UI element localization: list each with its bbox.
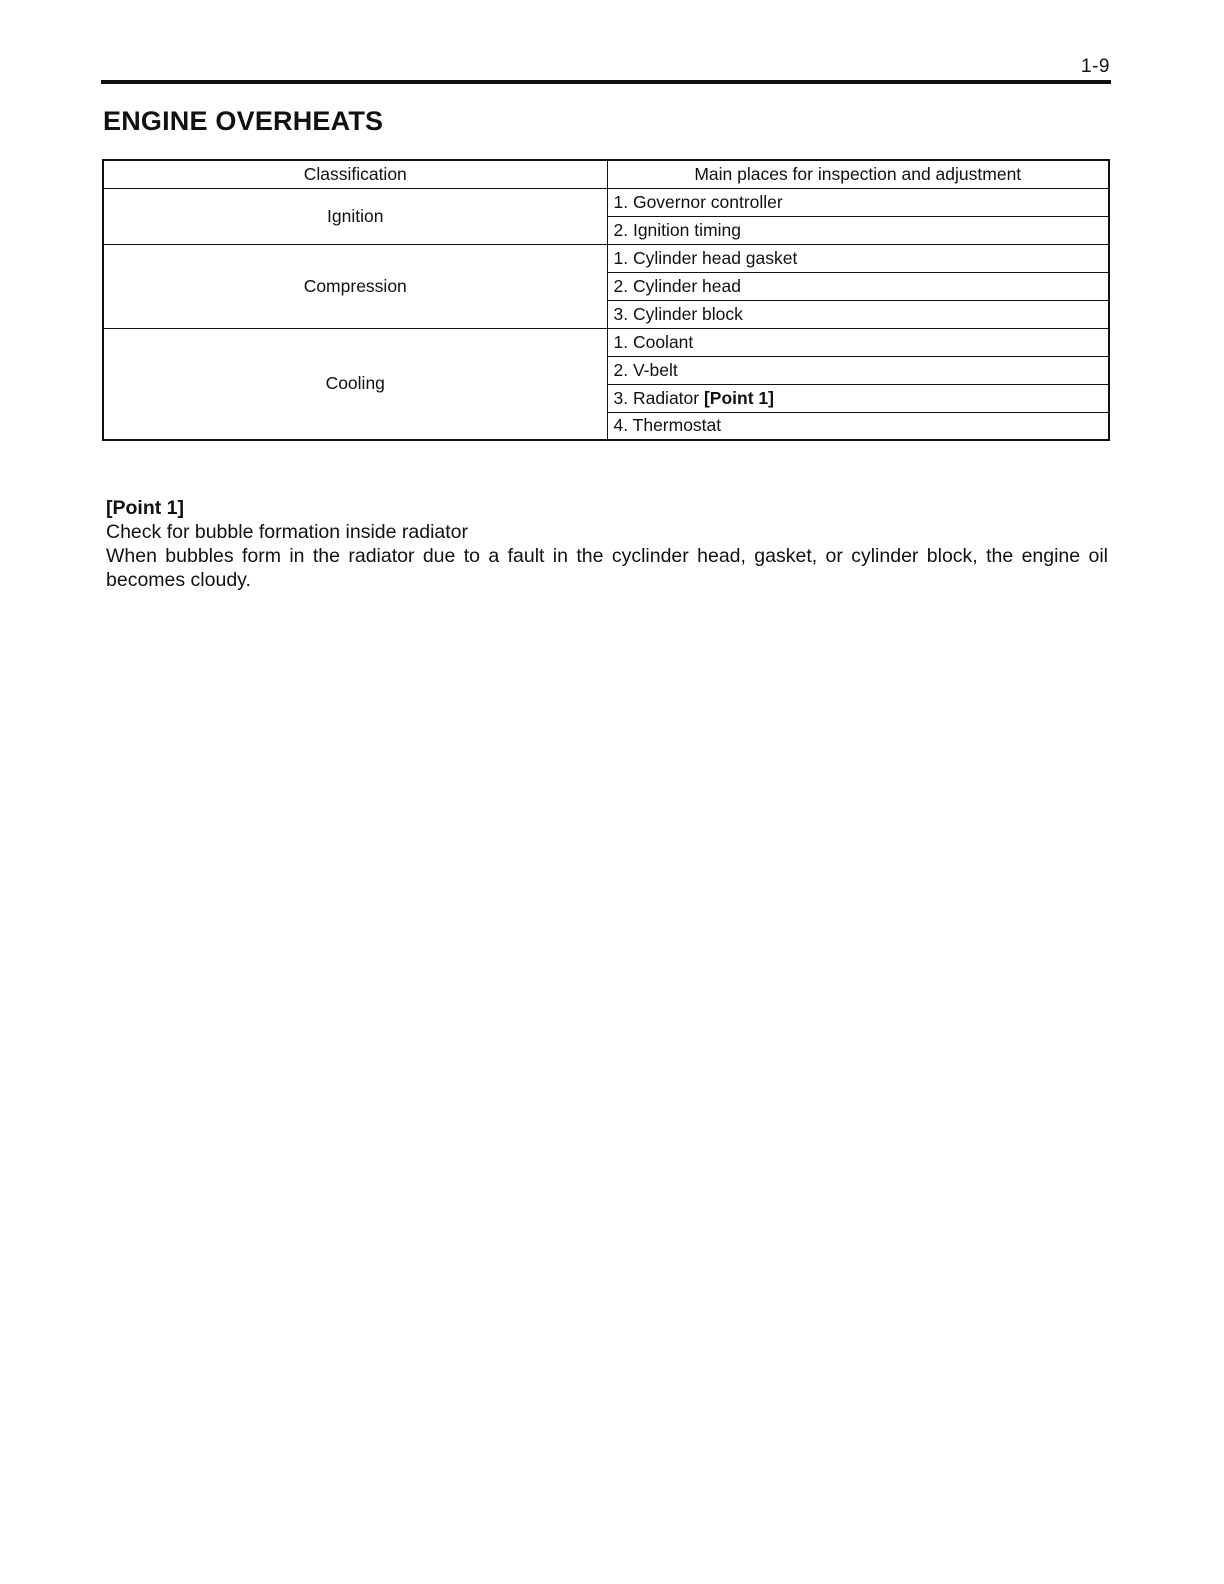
inspection-table bbox=[102, 159, 1110, 441]
inspection-item bbox=[607, 356, 1109, 384]
header-rule bbox=[101, 80, 1111, 84]
item-text: 4. Thermostat bbox=[613, 415, 722, 436]
table-header-row bbox=[103, 160, 1109, 188]
page-number: 1-9 bbox=[1081, 56, 1110, 77]
item-text: 3. Radiator bbox=[613, 387, 704, 408]
inspection-item bbox=[607, 216, 1109, 244]
inspection-item bbox=[607, 384, 1109, 412]
point-note bbox=[106, 496, 1108, 592]
table-row bbox=[103, 188, 1109, 216]
inspection-item bbox=[607, 412, 1109, 440]
item-text: 2. V-belt bbox=[613, 359, 678, 380]
inspection-item bbox=[607, 188, 1109, 216]
classification-compression: Compression bbox=[103, 244, 607, 328]
table-row bbox=[103, 328, 1109, 356]
item-ref: [Point 1] bbox=[703, 387, 774, 408]
item-text: 1. Cylinder head gasket bbox=[613, 247, 798, 268]
classification-ignition: Ignition bbox=[103, 188, 607, 244]
item-text: 1. Coolant bbox=[613, 331, 694, 352]
inspection-item bbox=[607, 244, 1109, 272]
inspection-item bbox=[607, 328, 1109, 356]
note-title: [Point 1] bbox=[106, 497, 184, 519]
note-body: When bubbles form in the radiator due to a fault in the cyclinder head, gasket, or cylinder block, the engine oil becomes cloudy. bbox=[106, 545, 1108, 591]
classification-cooling: Cooling bbox=[103, 328, 607, 440]
item-text: 1. Governor controller bbox=[613, 191, 783, 212]
header-classification: Classification bbox=[103, 160, 607, 188]
item-text: 2. Ignition timing bbox=[613, 219, 741, 240]
page-title: ENGINE OVERHEATS bbox=[103, 106, 384, 136]
table-row bbox=[103, 244, 1109, 272]
header-inspection: Main places for inspection and adjustment bbox=[607, 160, 1109, 188]
note-subtitle: Check for bubble formation inside radiator bbox=[106, 521, 469, 543]
item-text: 3. Cylinder block bbox=[613, 303, 743, 324]
inspection-item bbox=[607, 300, 1109, 328]
item-text: 2. Cylinder head bbox=[613, 275, 741, 296]
inspection-item bbox=[607, 272, 1109, 300]
